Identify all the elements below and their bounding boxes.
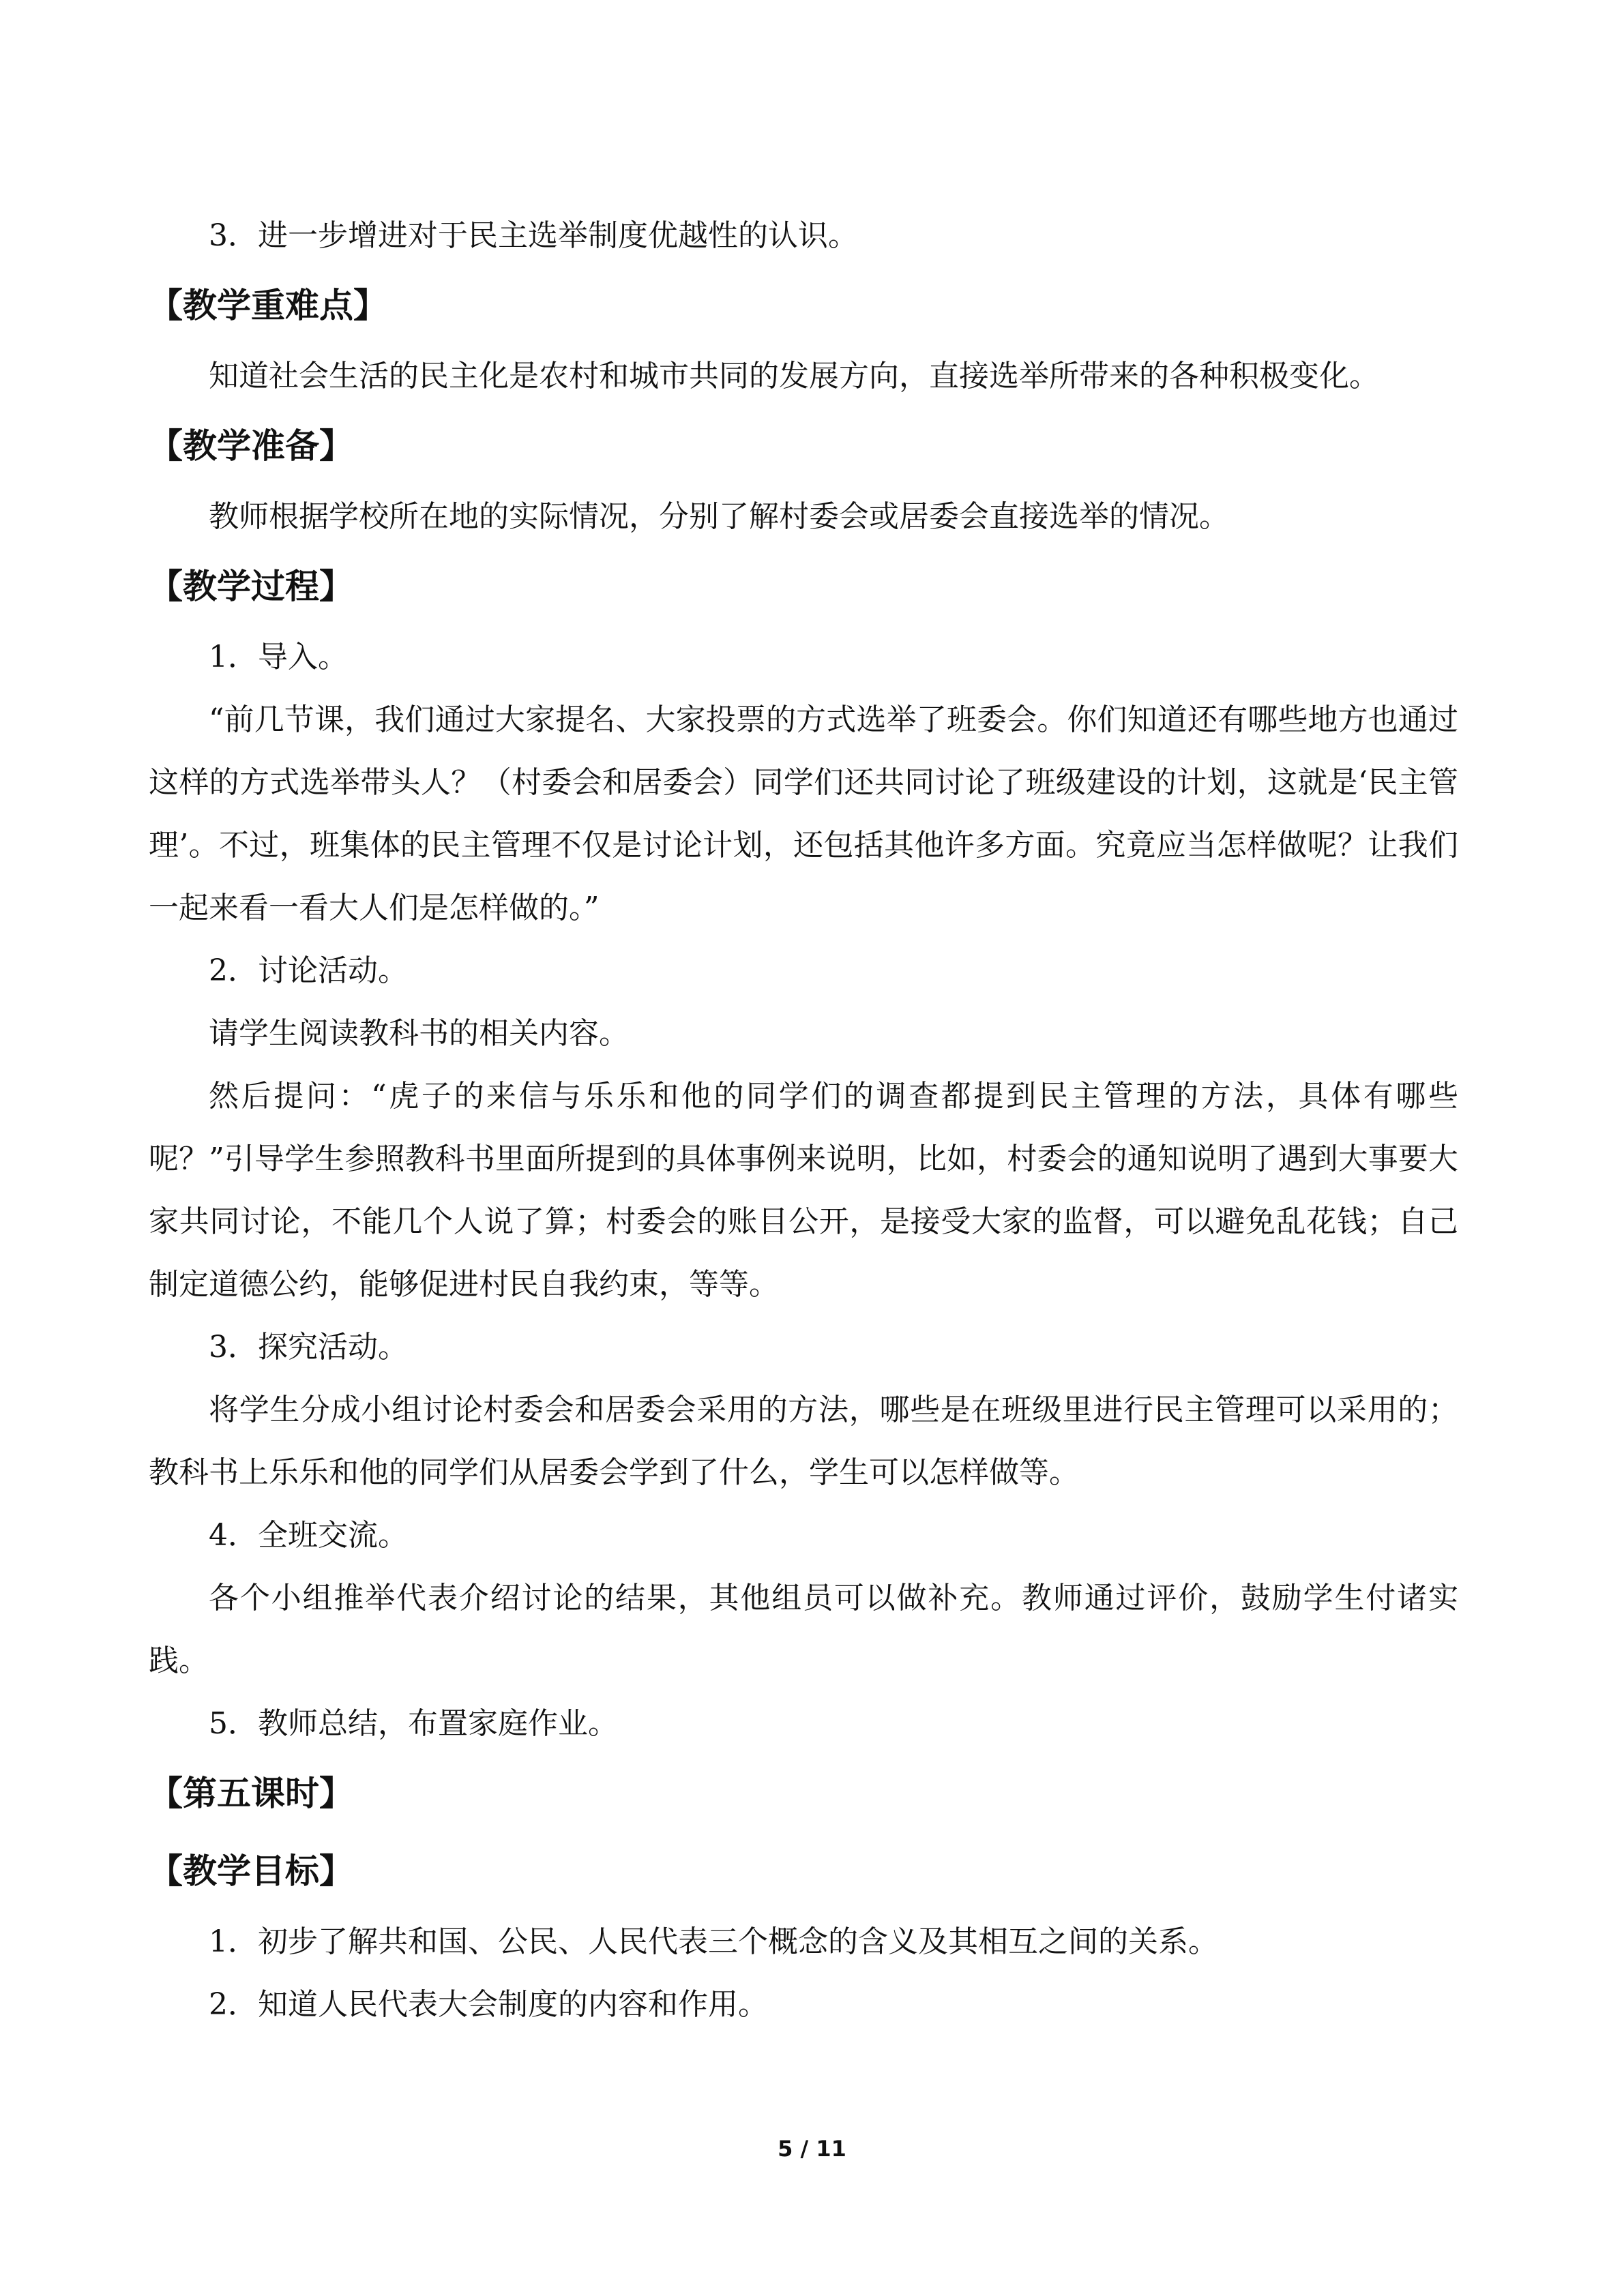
heading-goals: 【教学目标】: [149, 1851, 353, 1891]
heading-preparation: 【教学准备】: [149, 426, 353, 466]
step-4-body: 各个小组推举代表介绍讨论的结果，其他组员可以做补充。教师通过评价，鼓励学生付诸实践。: [149, 1581, 1458, 1678]
key-points-text: 知道社会生活的民主化是农村和城市共同的发展方向，直接选举所带来的各种积极变化。: [209, 359, 1379, 393]
goal-b: 2．知道人民代表大会制度的内容和作用。: [209, 1987, 768, 2022]
goal-3: 3．进一步增进对于民主选举制度优越性的认识。: [209, 218, 858, 253]
page-number: 5 / 11: [778, 2136, 846, 2162]
heading-key-points: 【教学重难点】: [149, 285, 387, 325]
heading-lesson-5: 【第五课时】: [149, 1773, 353, 1813]
step-5-title: 5．教师总结，布置家庭作业。: [209, 1706, 618, 1741]
step-3-body: 将学生分成小组讨论村委会和居委会采用的方法，哪些是在班级里进行民主管理可以采用的；教科书上乐乐和他的同学们从居委会学到了什么，学生可以怎样做等。: [149, 1392, 1458, 1490]
step-2-question: 然后提问：“虎子的来信与乐乐和他的同学们的调查都提到民主管理的方法，具体有哪些呢？”引导学生参照教科书里面所提到的具体事例来说明，比如，村委会的通知说明了遇到大事要大家共同讨论，不能几个人说了算；村委会的账目公开，是接受大家的监督，可以避免乱花钱；自己制定道德公约，能够促进村民自我约束，等等。: [149, 1079, 1458, 1302]
preparation-text: 教师根据学校所在地的实际情况，分别了解村委会或居委会直接选举的情况。: [209, 499, 1229, 534]
heading-process: 【教学过程】: [149, 566, 353, 606]
step-1-quote: “前几节课，我们通过大家提名、大家投票的方式选举了班委会。你们知道还有哪些地方也通过这样的方式选举带头人？（村委会和居委会）同学们还共同讨论了班级建设的计划，这就是‘民主管理’。不过，班集体的民主管理不仅是讨论计划，还包括其他许多方面。究竟应当怎样做呢？让我们一起来看一看大人们是怎样做的。”: [149, 702, 1458, 925]
page-content: [149, 205, 1458, 2036]
step-4-title: 4．全班交流。: [209, 1518, 408, 1553]
step-2-read: 请学生阅读教科书的相关内容。: [209, 1016, 629, 1051]
step-1-title: 1．导入。: [209, 640, 348, 674]
step-3-title: 3．探究活动。: [209, 1330, 408, 1365]
step-2-title: 2．讨论活动。: [209, 953, 408, 988]
goal-a: 1．初步了解共和国、公民、人民代表三个概念的含义及其相互之间的关系。: [209, 1924, 1218, 1959]
